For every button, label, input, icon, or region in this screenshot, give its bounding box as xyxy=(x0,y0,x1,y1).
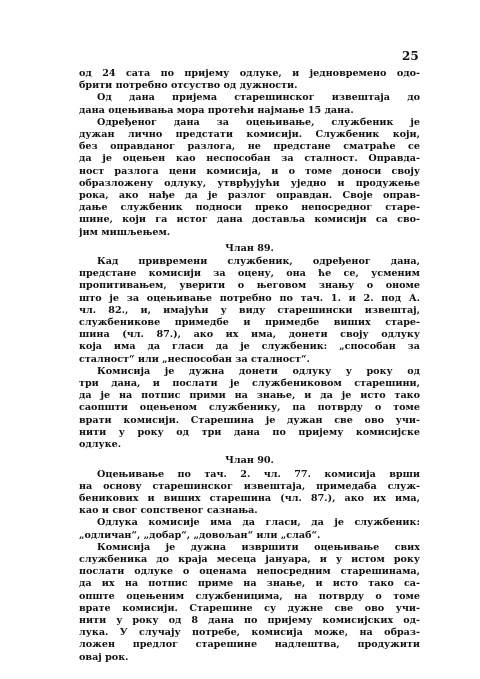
paragraph xyxy=(79,117,420,239)
text-line: службеникове примедбе и примедбе виших старе- xyxy=(79,317,420,329)
text-line: дужан лично предстати комисији. Службеник који, xyxy=(79,129,420,141)
text-line: ложен предлог старешине надлештва, продужити xyxy=(79,639,420,651)
text-line: шина (чл. 87.), ако их има, донети своју одлуку xyxy=(79,329,420,341)
text-line: без оправданог разлога, не предстане сматраће се xyxy=(79,141,420,153)
text-line: опште оцењеним службеницима, на потврду о томе xyxy=(79,590,420,602)
text-line: Од дана пријема старешинског извештаја до xyxy=(97,92,420,104)
text-line: нити у року од 8 дана по пријему комисијских од- xyxy=(79,614,420,626)
text-line: Одређеног дана за оцењивање, службеник је xyxy=(97,116,420,128)
text-line: као и свог сопственог сазнања. xyxy=(79,505,258,517)
text-line: јим мишљењем. xyxy=(79,226,171,238)
text-line: да је на потпис прими на знање, и да је исто тако xyxy=(79,390,420,402)
text-line: предстане комисији за оцену, она ће се, усменим xyxy=(79,268,420,280)
text-line: „одличан“, „добар“, „довољан“ или „слаб“. xyxy=(79,529,321,541)
text-line: три дана, и послати је службениковом старешини, xyxy=(79,378,420,390)
text-line: чл. 82., и, имајући у виду старешински извештај, xyxy=(79,304,420,316)
text-line: Комисија је дужна извршити оцењивање свих xyxy=(97,541,420,553)
text-line: беникових и виших старешина (чл. 87.), ако их има, xyxy=(79,492,420,504)
page-number: 25 xyxy=(402,49,419,63)
text-line: ност разлога цени комисија, и о томе доноси своју xyxy=(79,165,420,177)
text-line: Одлука комисије има да гласи, да је службеник: xyxy=(97,517,420,529)
text-line: лука. У случају потребе, комисија може, на образ- xyxy=(79,627,420,639)
body-text xyxy=(79,68,420,664)
paragraph xyxy=(79,68,420,92)
text-line: Комисија је дужна донети одлуку у року од xyxy=(97,365,420,377)
text-line: сталност“ или „неспособан за сталност“. xyxy=(79,353,310,365)
text-line: да је оцењен као неспособан за сталност. Оправда- xyxy=(79,153,420,165)
paragraph xyxy=(79,366,420,451)
text-line: Оцењивање по тач. 2. чл. 77. комисија врши xyxy=(97,468,420,480)
text-line: што је за оцењивање потребно по тач. 1. и 2. под А. xyxy=(79,292,420,304)
text-line: саопшти оцењеном службенику, па потврду о томе xyxy=(79,402,420,414)
text-line: послати одлуке о оценама непосредним старешинама, xyxy=(79,566,420,578)
paragraph xyxy=(79,517,420,541)
text-line: образложену одлуку, утврђујући уједно и продужење xyxy=(79,177,420,189)
text-line: нити у року од три дана по пријему комисијске xyxy=(79,426,420,438)
text-line: овај рок. xyxy=(79,651,129,663)
text-line: дана оцењивања мора протећи најмање 15 дана. xyxy=(79,104,354,116)
text-line: одлуке. xyxy=(79,439,122,451)
text-line: пропитивањем, уверити о његовом знању о ономе xyxy=(79,280,420,292)
text-line: Кад привремени службеник, одређеног дана, xyxy=(97,256,420,268)
text-line: шине, који га истог дана доставља комисији са сво- xyxy=(79,214,420,226)
text-line: од 24 сата по пријему одлуке, и једновремено одо- xyxy=(79,68,420,79)
text-line: брити потребно отсуство од дужности. xyxy=(79,80,298,92)
text-line: да их на потпис приме на знање, и исто тако са- xyxy=(79,578,420,590)
article-heading: Члан 89. xyxy=(225,242,274,254)
paragraph xyxy=(79,469,420,518)
paragraph xyxy=(79,542,420,664)
text-line: врате комисији. Старешине су дужне све ово учи- xyxy=(79,602,420,614)
text-line: на основу старешинског извештаја, примедаба служ- xyxy=(79,480,420,492)
text-line: дање службеник подноси преко непосредног старе- xyxy=(79,202,420,214)
text-line: врати комисији. Старешина је дужан све ово учи- xyxy=(79,414,420,426)
paragraph xyxy=(79,92,420,116)
text-line: рока, ако нађе да је разлог оправдан. Своје оправ- xyxy=(79,190,420,202)
article-heading: Члан 90. xyxy=(225,455,274,467)
text-line: која има да гласи да је службеник: „способан за xyxy=(79,341,420,353)
paragraph xyxy=(79,256,420,366)
text-line: службеника до краја месеца јануара, и у истом року xyxy=(79,553,420,565)
